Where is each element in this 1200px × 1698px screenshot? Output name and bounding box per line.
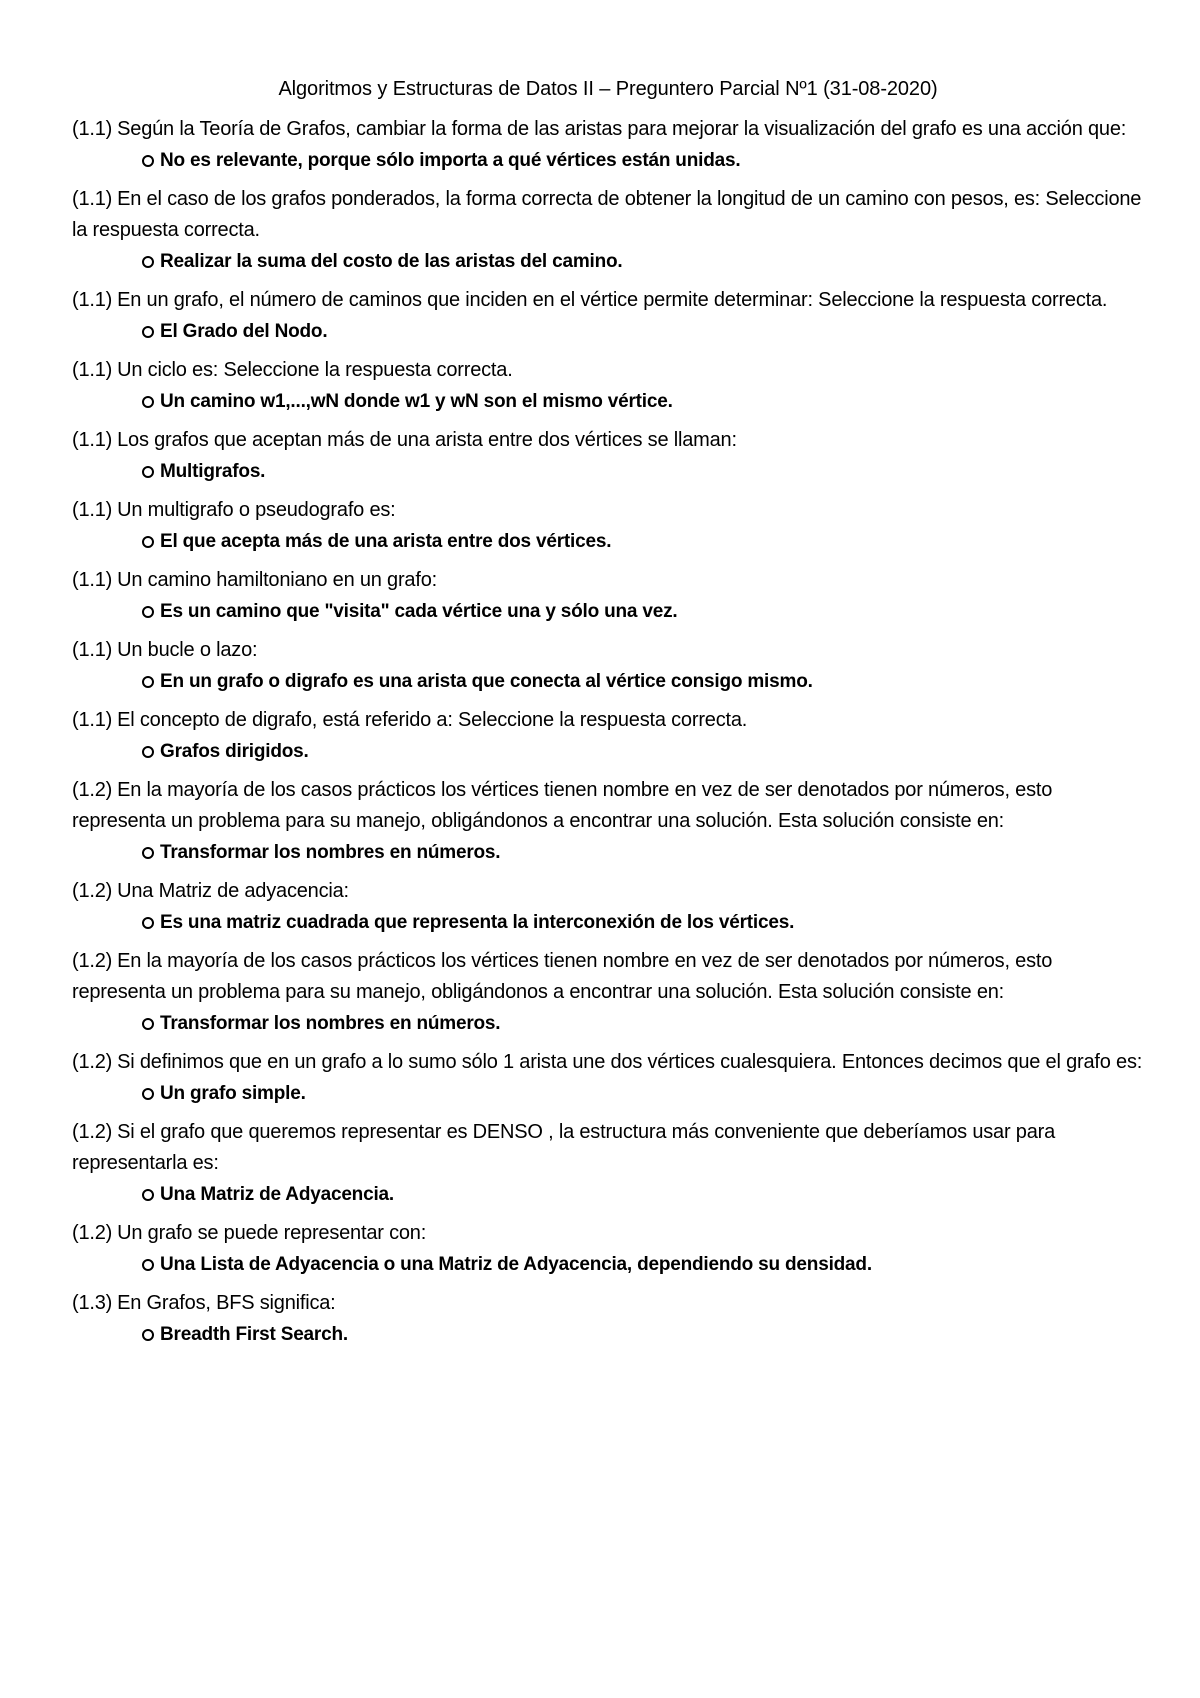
radio-circle-icon bbox=[142, 256, 154, 268]
question-number: (1.1) bbox=[72, 429, 113, 451]
answer-option bbox=[142, 837, 1144, 868]
radio-circle-icon bbox=[142, 847, 154, 859]
question-text bbox=[72, 285, 1144, 316]
answer-option bbox=[142, 386, 1144, 417]
radio-circle-icon bbox=[142, 1259, 154, 1271]
question-body: Un bucle o lazo: bbox=[117, 639, 258, 661]
radio-circle-icon bbox=[142, 536, 154, 548]
question-number: (1.2) bbox=[72, 779, 113, 801]
answer-text: Transformar los nombres en números. bbox=[160, 842, 501, 863]
question-number: (1.2) bbox=[72, 1222, 113, 1244]
answer-option bbox=[142, 666, 1144, 697]
answer-text: Realizar la suma del costo de las aristas del camino. bbox=[160, 251, 623, 272]
answer-text: El Grado del Nodo. bbox=[160, 321, 328, 342]
question-body: En el caso de los grafos ponderados, la forma correcta de obtener la longitud de un camino con pesos, es: Seleccione la respuesta correcta. bbox=[72, 188, 1142, 241]
question-block bbox=[72, 495, 1144, 557]
radio-circle-icon bbox=[142, 1189, 154, 1201]
answer-text: Una Lista de Adyacencia o una Matriz de Adyacencia, dependiendo su densidad. bbox=[160, 1254, 872, 1275]
question-body: Si el grafo que queremos representar es DENSO , la estructura más conveniente que deberíamos usar para representarla es: bbox=[72, 1121, 1056, 1174]
answer-option bbox=[142, 246, 1144, 277]
question-body: Un multigrafo o pseudografo es: bbox=[117, 499, 396, 521]
question-number: (1.2) bbox=[72, 1121, 113, 1143]
question-text bbox=[72, 355, 1144, 386]
question-block bbox=[72, 946, 1144, 1039]
question-text bbox=[72, 1117, 1144, 1179]
radio-circle-icon bbox=[142, 676, 154, 688]
radio-circle-icon bbox=[142, 606, 154, 618]
question-block bbox=[72, 114, 1144, 176]
question-text bbox=[72, 425, 1144, 456]
question-number: (1.1) bbox=[72, 188, 113, 210]
answer-text: El que acepta más de una arista entre dos vértices. bbox=[160, 531, 612, 552]
question-body: Un grafo se puede representar con: bbox=[117, 1222, 427, 1244]
answer-option bbox=[142, 1179, 1144, 1210]
document-title: Algoritmos y Estructuras de Datos II – Preguntero Parcial Nº1 (31-08-2020) bbox=[278, 78, 938, 100]
radio-circle-icon bbox=[142, 396, 154, 408]
question-block bbox=[72, 425, 1144, 487]
question-text bbox=[72, 114, 1144, 145]
answer-option bbox=[142, 456, 1144, 487]
question-body: Según la Teoría de Grafos, cambiar la forma de las aristas para mejorar la visualización del grafo es una acción que: bbox=[117, 118, 1127, 140]
answer-option bbox=[142, 736, 1144, 767]
question-body: Un ciclo es: Seleccione la respuesta correcta. bbox=[117, 359, 513, 381]
answer-text: Una Matriz de Adyacencia. bbox=[160, 1184, 394, 1205]
radio-circle-icon bbox=[142, 155, 154, 167]
answer-option bbox=[142, 1008, 1144, 1039]
answer-text: No es relevante, porque sólo importa a qué vértices están unidas. bbox=[160, 150, 741, 171]
radio-circle-icon bbox=[142, 1018, 154, 1030]
question-number: (1.1) bbox=[72, 569, 113, 591]
question-text bbox=[72, 635, 1144, 666]
question-block bbox=[72, 635, 1144, 697]
answer-option bbox=[142, 907, 1144, 938]
question-number: (1.2) bbox=[72, 1051, 113, 1073]
radio-circle-icon bbox=[142, 917, 154, 929]
question-body: En Grafos, BFS significa: bbox=[117, 1292, 336, 1314]
answer-option bbox=[142, 1249, 1144, 1280]
question-text bbox=[72, 495, 1144, 526]
question-text bbox=[72, 1218, 1144, 1249]
question-text bbox=[72, 184, 1144, 246]
question-body: En la mayoría de los casos prácticos los vértices tienen nombre en vez de ser denotados por números, esto representa un problema para su manejo, obligándonos a encontrar una solución. Esta solución consiste en: bbox=[72, 779, 1053, 832]
question-block bbox=[72, 705, 1144, 767]
question-block bbox=[72, 1047, 1144, 1109]
radio-circle-icon bbox=[142, 1329, 154, 1341]
question-block bbox=[72, 876, 1144, 938]
radio-circle-icon bbox=[142, 746, 154, 758]
question-text bbox=[72, 946, 1144, 1008]
answer-option bbox=[142, 526, 1144, 557]
question-body: Los grafos que aceptan más de una arista entre dos vértices se llaman: bbox=[117, 429, 737, 451]
question-body: Un camino hamiltoniano en un grafo: bbox=[117, 569, 437, 591]
question-text bbox=[72, 565, 1144, 596]
radio-circle-icon bbox=[142, 326, 154, 338]
question-body: El concepto de digrafo, está referido a: Seleccione la respuesta correcta. bbox=[117, 709, 748, 731]
question-block bbox=[72, 1288, 1144, 1350]
answer-text: Transformar los nombres en números. bbox=[160, 1013, 501, 1034]
question-number: (1.1) bbox=[72, 359, 113, 381]
answer-option bbox=[142, 316, 1144, 347]
question-block bbox=[72, 775, 1144, 868]
question-text bbox=[72, 1288, 1144, 1319]
answer-text: Multigrafos. bbox=[160, 461, 266, 482]
question-block bbox=[72, 1218, 1144, 1280]
question-block bbox=[72, 355, 1144, 417]
answer-text: Breadth First Search. bbox=[160, 1324, 348, 1345]
answer-option bbox=[142, 596, 1144, 627]
question-text bbox=[72, 876, 1144, 907]
question-number: (1.1) bbox=[72, 118, 113, 140]
document-page bbox=[72, 70, 1144, 1358]
question-text bbox=[72, 705, 1144, 736]
question-number: (1.2) bbox=[72, 950, 113, 972]
answer-option bbox=[142, 145, 1144, 176]
question-number: (1.1) bbox=[72, 289, 113, 311]
question-text bbox=[72, 775, 1144, 837]
question-number: (1.1) bbox=[72, 499, 113, 521]
question-block bbox=[72, 184, 1144, 277]
answer-text: Un camino w1,...,wN donde w1 y wN son el mismo vértice. bbox=[160, 391, 673, 412]
question-body: En un grafo, el número de caminos que inciden en el vértice permite determinar: Seleccione la respuesta correcta. bbox=[117, 289, 1108, 311]
answer-option bbox=[142, 1319, 1144, 1350]
question-body: Una Matriz de adyacencia: bbox=[117, 880, 349, 902]
question-text bbox=[72, 1047, 1144, 1078]
question-body: Si definimos que en un grafo a lo sumo sólo 1 arista une dos vértices cualesquiera. Entonces decimos que el grafo es: bbox=[117, 1051, 1143, 1073]
answer-text: Es una matriz cuadrada que representa la interconexión de los vértices. bbox=[160, 912, 795, 933]
radio-circle-icon bbox=[142, 1088, 154, 1100]
question-block bbox=[72, 285, 1144, 347]
question-block bbox=[72, 565, 1144, 627]
question-number: (1.3) bbox=[72, 1292, 113, 1314]
answer-text: Grafos dirigidos. bbox=[160, 741, 309, 762]
answer-text: Es un camino que "visita" cada vértice una y sólo una vez. bbox=[160, 601, 678, 622]
question-list bbox=[72, 114, 1144, 1350]
question-number: (1.1) bbox=[72, 709, 113, 731]
radio-circle-icon bbox=[142, 466, 154, 478]
answer-option bbox=[142, 1078, 1144, 1109]
question-number: (1.2) bbox=[72, 880, 113, 902]
question-number: (1.1) bbox=[72, 639, 113, 661]
answer-text: Un grafo simple. bbox=[160, 1083, 306, 1104]
question-block bbox=[72, 1117, 1144, 1210]
answer-text: En un grafo o digrafo es una arista que conecta al vértice consigo mismo. bbox=[160, 671, 813, 692]
question-body: En la mayoría de los casos prácticos los vértices tienen nombre en vez de ser denotados por números, esto representa un problema para su manejo, obligándonos a encontrar una solución. Esta solución consiste en: bbox=[72, 950, 1053, 1003]
